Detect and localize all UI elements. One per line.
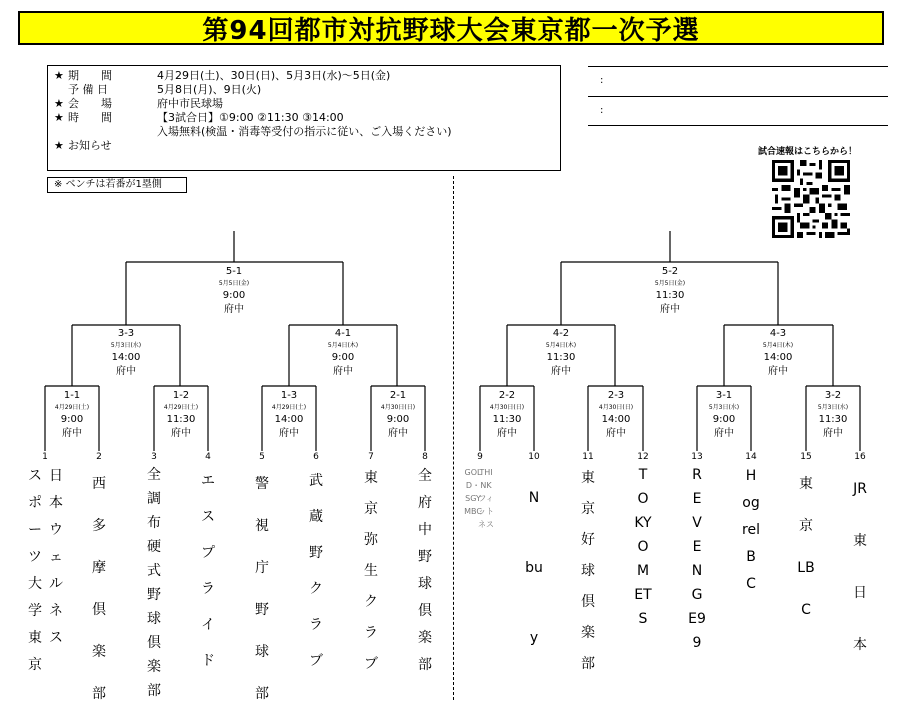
star-icon: ★ [54,139,64,152]
match-number: 3-3 [117,328,135,339]
match-date: 5月4日(木) [762,342,794,349]
info-label: 期 間 [68,69,112,82]
team-number: 7 [368,452,374,462]
match-time: 11:30 [655,290,685,301]
team-number: 12 [637,452,649,462]
team-name: Nbuy [525,490,543,646]
match-label [96,327,156,379]
match-number: 1-3 [280,390,298,401]
star-icon: ★ [54,111,64,124]
team-number: 1 [42,452,48,462]
team-number: 11 [582,452,594,462]
match-venue: 府中 [388,428,408,439]
match-label [368,389,428,441]
match-time: 11:30 [546,352,576,363]
match-label [640,265,700,317]
team-number: 15 [800,452,812,462]
match-date: 4月29日(土) [54,404,90,411]
match-label [259,389,319,441]
team-number: 9 [477,452,483,462]
match-label [204,265,264,317]
team-number: 4 [205,452,211,462]
match-label [748,327,808,379]
match-label [586,389,646,441]
match-number: 2-3 [607,390,625,401]
match-date: 5月4日(木) [327,342,359,349]
page-title: 第94回都市対抗野球大会東京都一次予選 [18,11,884,45]
info-value: 4月29日(土)、30日(日)、5月3日(水)～5日(金) [157,69,391,82]
match-venue: 府中 [497,428,517,439]
match-label [803,389,863,441]
team-name: HogrelBC [742,468,760,592]
match-number: 1-2 [172,390,190,401]
match-date: 4月30日(日) [489,404,525,411]
match-venue: 府中 [224,304,244,315]
match-venue: 府中 [171,428,191,439]
team-name: 警視庁野球部 [255,476,269,702]
match-venue: 府中 [823,428,843,439]
match-date: 5月3日(水) [708,404,740,411]
team-number: 5 [259,452,265,462]
match-date: 4月30日(日) [598,404,634,411]
match-label [694,389,754,441]
team-name: GOLD・SGYMBC [464,468,482,516]
match-time: 9:00 [712,414,736,425]
team-number: 8 [422,452,428,462]
match-time: 9:00 [331,352,355,363]
match-venue: 府中 [660,304,680,315]
match-date: 5月3日(水) [110,342,142,349]
match-venue: 府中 [62,428,82,439]
match-venue: 府中 [606,428,626,439]
team-name: 東京好球倶楽部 [581,470,595,672]
match-time: 11:30 [818,414,848,425]
match-time: 9:00 [386,414,410,425]
team-number: 10 [528,452,540,462]
info-value: 5月8日(月)、9日(火) [157,83,262,96]
match-number: 1-1 [63,390,81,401]
team-name: JR東日本 [853,481,867,653]
team-name: 西多摩倶楽部 [92,476,106,702]
info-value: 入場無料(検温・消毒等受付の指示に従い、ご入場ください) [157,125,452,138]
team-name: 東京LBC [797,476,815,618]
match-date: 5月5日(金) [218,280,250,287]
team-number: 2 [96,452,102,462]
match-label [477,389,537,441]
info-value: 【3試合日】①9:00 ②11:30 ③14:00 [157,111,344,124]
team-name: REVENGE99 [688,467,706,651]
match-date: 5月4日(木) [545,342,577,349]
match-venue: 府中 [714,428,734,439]
match-label [313,327,373,379]
match-time: 11:30 [166,414,196,425]
info-label: 予 備 日 [68,83,108,96]
match-time: 14:00 [274,414,304,425]
match-label [42,389,102,441]
match-time: 14:00 [601,414,631,425]
match-number: 2-1 [389,390,407,401]
team-name: 全調布硬式野球倶楽部 [147,467,161,699]
match-time: 9:00 [222,290,246,301]
match-date: 4月29日(土) [271,404,307,411]
match-number: 3-1 [715,390,733,401]
team-name: THINKフィットネス [478,468,494,529]
match-date: 4月30日(日) [380,404,416,411]
live-results-label: 試合速報はこちらから！ [758,147,858,157]
team-number: 13 [691,452,703,462]
match-venue: 府中 [333,366,353,377]
match-time: 11:30 [492,414,522,425]
match-venue: 府中 [279,428,299,439]
info-label: 会 場 [68,97,112,110]
match-number: 5-2 [661,266,679,277]
match-label [151,389,211,441]
match-time: 9:00 [60,414,84,425]
team-name: 日本ウェルネス [49,468,63,646]
match-date: 5月5日(金) [654,280,686,287]
team-number: 6 [313,452,319,462]
info-label: お知らせ [68,139,112,152]
match-date: 4月29日(土) [163,404,199,411]
team-number: 3 [151,452,157,462]
match-time: 14:00 [111,352,141,363]
team-name: TOKYO METS [634,467,652,627]
star-icon: ★ [54,97,64,110]
match-number: 4-2 [552,328,570,339]
team-name: スポーツ大学東京 [28,468,42,673]
blank-field-colon: : [600,105,604,116]
team-number: 16 [854,452,866,462]
team-number: 14 [745,452,757,462]
match-number: 4-1 [334,328,352,339]
match-number: 4-3 [769,328,787,339]
match-venue: 府中 [768,366,788,377]
match-venue: 府中 [116,366,136,377]
match-number: 5-1 [225,266,243,277]
team-name: 東京弥生クラブ [364,470,378,672]
match-number: 3-2 [824,390,842,401]
team-name: 武蔵野クラブ [309,473,323,669]
match-time: 14:00 [763,352,793,363]
info-value: 府中市民球場 [157,97,223,110]
match-label [531,327,591,379]
match-venue: 府中 [551,366,571,377]
blank-field-colon: : [600,75,604,86]
star-icon: ★ [54,69,64,82]
match-number: 2-2 [498,390,516,401]
match-date: 5月3日(水) [817,404,849,411]
info-label: 時 間 [68,111,112,124]
bench-note: ※ ベンチは若番が1塁側 [47,177,187,193]
team-name: エスプライド [201,473,215,669]
team-name: 全府中野球倶楽部 [418,468,432,673]
